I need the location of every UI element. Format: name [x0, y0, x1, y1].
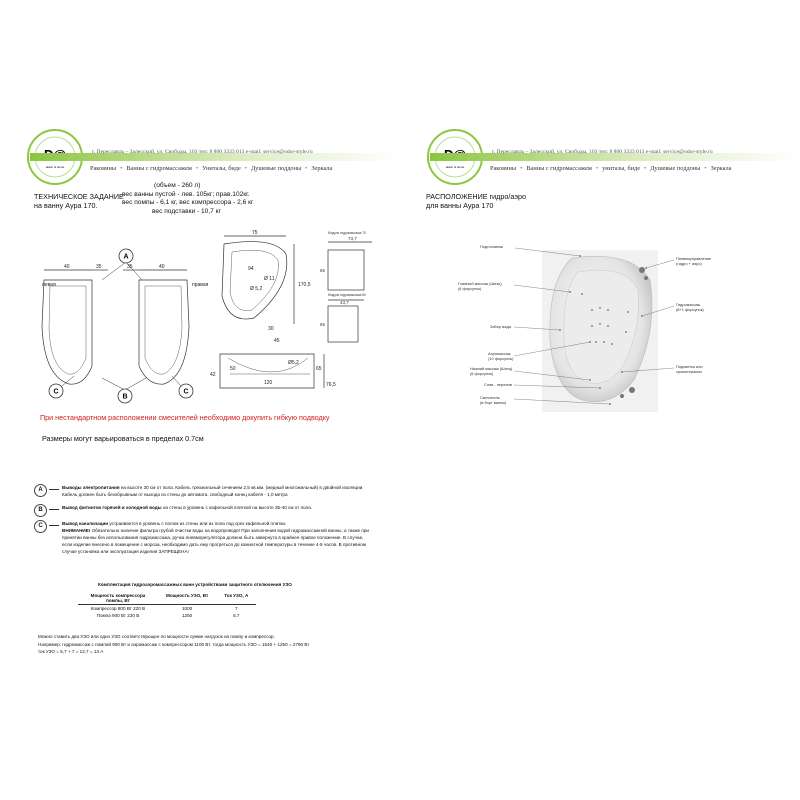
dim-text: Ø 11 [264, 276, 275, 282]
nav-separator-icon: • [644, 165, 647, 172]
address: г. Переславль – Залесский, ул. Свободы, 103 тел: 8 800 3333 013 e-mail: service@odor-style.ru [92, 149, 313, 155]
callout-headrest: Подголовник [480, 244, 504, 249]
dim-text: 30 [268, 326, 274, 332]
callout-main-massage: Главный массаж (Шиэц) (6 форсунок) [458, 281, 502, 291]
arrow-icon [49, 509, 59, 510]
legend-bold: Выводы электропитания [62, 485, 120, 490]
footer-notes [38, 633, 309, 656]
footer-line: Можно ставить два УЗО или одно УЗО соответствующее по мощности сумме нагрузок на помпу и компрессор. [38, 634, 275, 639]
size-note: Размеры могут варьироваться в пределах 0.7см [42, 434, 204, 443]
nav-link[interactable]: Раковины [90, 165, 117, 172]
nav-separator-icon: • [195, 165, 199, 172]
table-header-row [78, 592, 256, 605]
table-cell: 1000 [182, 606, 193, 611]
bath-left-inner [49, 286, 86, 374]
bath-right-inner [145, 286, 182, 374]
nav-left [90, 165, 336, 172]
nav-link[interactable]: Раковины [490, 165, 517, 172]
callout-pneumatic: Пневмоуправление (гидро + аэро) [676, 256, 712, 266]
marker-label: C [183, 388, 189, 396]
dim-text: 65 [316, 366, 322, 372]
dim-text: 45 [274, 338, 280, 344]
spec-line: вес подставки - 10,7 кг [152, 207, 221, 215]
callout-water-intake: Забор воды [490, 324, 512, 329]
marker-label: C [53, 388, 59, 396]
table-cell: Компрессор 800 Вт 220 В [90, 606, 146, 611]
attention-text: Обязательно наличие фильтра грубой очистки воды на водопроводе! При заполнении водой гидромассажной ванны, а также при принятии ванны без использования гидромассажа, ручка пневморегулятора должна быть завернута в крайнее правое положение. В случае, если изделие внесено в помещение с мороза, необходимо дать ему прогреться до комнатной температуры в течение 4-5 часов. В противном случае установка или эксплуатация изделия ЗАПРЕЩЕНА! [62, 528, 369, 554]
right-page [410, 120, 800, 680]
dim-text: 94 [248, 266, 254, 272]
legend-marker: C [34, 520, 47, 533]
spec-block [122, 182, 253, 216]
dim-text: 35 [96, 264, 102, 270]
left-page [10, 120, 400, 680]
table-header: Мощность компрессора помпы, Вт [90, 593, 146, 603]
arrow-icon [49, 525, 59, 526]
bath-left-label: левая [42, 282, 56, 288]
dim-text: 120 [264, 380, 273, 386]
spec-line: (объем - 260 л) [154, 182, 201, 189]
callout-lower-massage: Нижний массаж (Шиэц) (6 форсунок) [470, 366, 513, 376]
legend-item [34, 504, 374, 518]
leader-line [102, 262, 126, 280]
legend-item [34, 484, 374, 504]
legend-marker: B [34, 504, 47, 517]
top-view-outline [222, 242, 287, 320]
warning-text: При нестандартном расположении смесителей необходимо докупить гибкую подводку [40, 413, 330, 422]
dim-text: 76,5 [326, 382, 336, 388]
arrow-icon [49, 489, 59, 490]
marker-label: A [123, 253, 129, 261]
module-label: Модуль гидромассажа 60 [328, 293, 366, 297]
table-cell: 7 [234, 606, 238, 611]
dim-text: 40 [64, 264, 70, 270]
dim-text: 35 [127, 264, 133, 270]
callout-leaders [410, 120, 800, 420]
table-cell: Помпа 900 Вт 220 В [96, 613, 140, 618]
legend-bold: Вывод канализации [62, 521, 109, 526]
dim-text: 170,5 [298, 282, 311, 288]
legend-body: на стены в уровень с кафельной плиткой на высоте 35-40 см от пола. [161, 505, 313, 510]
footer-line: ток УЗО = 5,7 + 7 = 12,7 = 13 А [38, 649, 104, 655]
module-label: Модуль гидромассажа 70 [328, 231, 366, 235]
table-cell: 1250 [182, 613, 193, 618]
dim-text: Ø 5,2 [250, 286, 263, 292]
table-row [78, 605, 256, 613]
nav-link[interactable]: Унитазы, биде [202, 165, 241, 172]
nav-link[interactable]: унитазы, биде [602, 165, 641, 172]
leader-line [172, 376, 181, 386]
nav-separator-icon: • [704, 165, 707, 172]
dim-text: 40 [159, 264, 165, 270]
dim-text: 75 [252, 230, 258, 236]
dim-text: 65 [320, 268, 326, 273]
table-cell: 5.7 [233, 613, 240, 618]
marker-label: B [122, 393, 128, 401]
title-line1: РАСПОЛОЖЕНИЕ гидро/аэро [426, 192, 527, 201]
spec-line: вес помпы - 6,1 кг, вес компрессора - 2,6 кг [122, 199, 254, 207]
address: г. Переславль – Залесский, ул. Свободы, 103 тел: 8 800 3333 013 e-mail: service@odor-style.ru [492, 149, 713, 155]
spec-line: вес ванны пустой - лев. 105кг; прав.102кг. [122, 190, 250, 198]
bath-left-outline [42, 280, 92, 384]
title-line2: для ванны Аура 170 [426, 201, 494, 210]
dim-text: 43,7 [340, 300, 349, 305]
callout-mixer: Смеситель (в борт ванны) [480, 395, 507, 405]
legend-body: на высоте 30 см от пола. Кабель трехжильный сечением 2,5 кв.мм. (медный многожильный) в двойной изоляции. Кабель должен быть безобрывным от выхода из стены до автомата, свободный конец кабеля - 1,0 метра [62, 485, 364, 497]
dim-text: 50 [230, 366, 236, 372]
bath-right-outline [139, 280, 189, 384]
legend-item [34, 520, 374, 576]
nav-separator-icon: • [595, 165, 599, 172]
callout-drain: Слив - перелив [484, 382, 512, 387]
nav-separator-icon: • [520, 165, 523, 172]
legend-text [62, 484, 372, 498]
module-box-2 [328, 306, 358, 342]
dim-text: 65 [320, 322, 326, 327]
uzo-table [78, 592, 256, 619]
nav-separator-icon: • [305, 165, 308, 172]
attention-label: ВНИМАНИЕ! [62, 528, 91, 533]
module-box-1 [328, 250, 364, 290]
bath-right-label: правая [192, 282, 209, 288]
logo-sub: dekor & stone [445, 165, 465, 169]
legend-bold: Вывод фитингов горячей и холодной воды [62, 505, 162, 510]
callout-aeromassage: Аэромассаж (10 форсунок) [488, 351, 514, 361]
legend-marker: A [34, 484, 47, 497]
nav-link[interactable]: Ванны с гидромассажем [126, 165, 192, 172]
leader-line [102, 378, 125, 390]
nav-separator-icon: • [120, 165, 123, 172]
nav-link[interactable]: Душевые поддоны [650, 165, 701, 172]
nav-link[interactable]: Зеркала [710, 165, 732, 172]
title-line1: ТЕХНИЧЕСКОЕ ЗАДАНИЕ [34, 192, 124, 201]
table-header: Мощность УЗО, Вт [166, 593, 209, 598]
logo-sub: dekor & stone [45, 165, 65, 169]
table-title: Комплектация гидроаэромассажных ванн устройствами защитного отключения УЗО [98, 582, 292, 587]
legend-text [62, 504, 372, 511]
nav-separator-icon: • [244, 165, 248, 172]
legend-body: устраивается в уровень с полом из стены или из пола под срез кафельной плитки. [108, 521, 287, 526]
technical-drawing [24, 226, 394, 406]
callout-lighting: Подсветка или хромотерапия [676, 364, 703, 374]
title-line2: на ванну Аура 170. [34, 201, 98, 210]
dim-text: Ø5,2 [288, 360, 299, 366]
table-header: Ток УЗО, А [224, 593, 249, 598]
dim-text: 73,7 [348, 236, 357, 241]
dim-text: 42 [210, 372, 216, 378]
nav-link[interactable]: Ванны с гидромассажем [526, 165, 592, 172]
nav-link[interactable]: Зеркала [311, 165, 333, 172]
table-row [78, 612, 256, 619]
callout-hydromassage: Гидромассаж (8+1 форсунок) [676, 302, 704, 312]
leader-line [125, 378, 146, 390]
legend-text [62, 520, 372, 555]
nav-link[interactable]: Душевые поддоны [251, 165, 302, 172]
footer-line: Например: гидромассаж с помпой 900 Вт и аэромассаж с компрессором 1100 Вт. тогда мощность УЗО = 1540 + 1250 = 2790 Вт [38, 641, 310, 647]
